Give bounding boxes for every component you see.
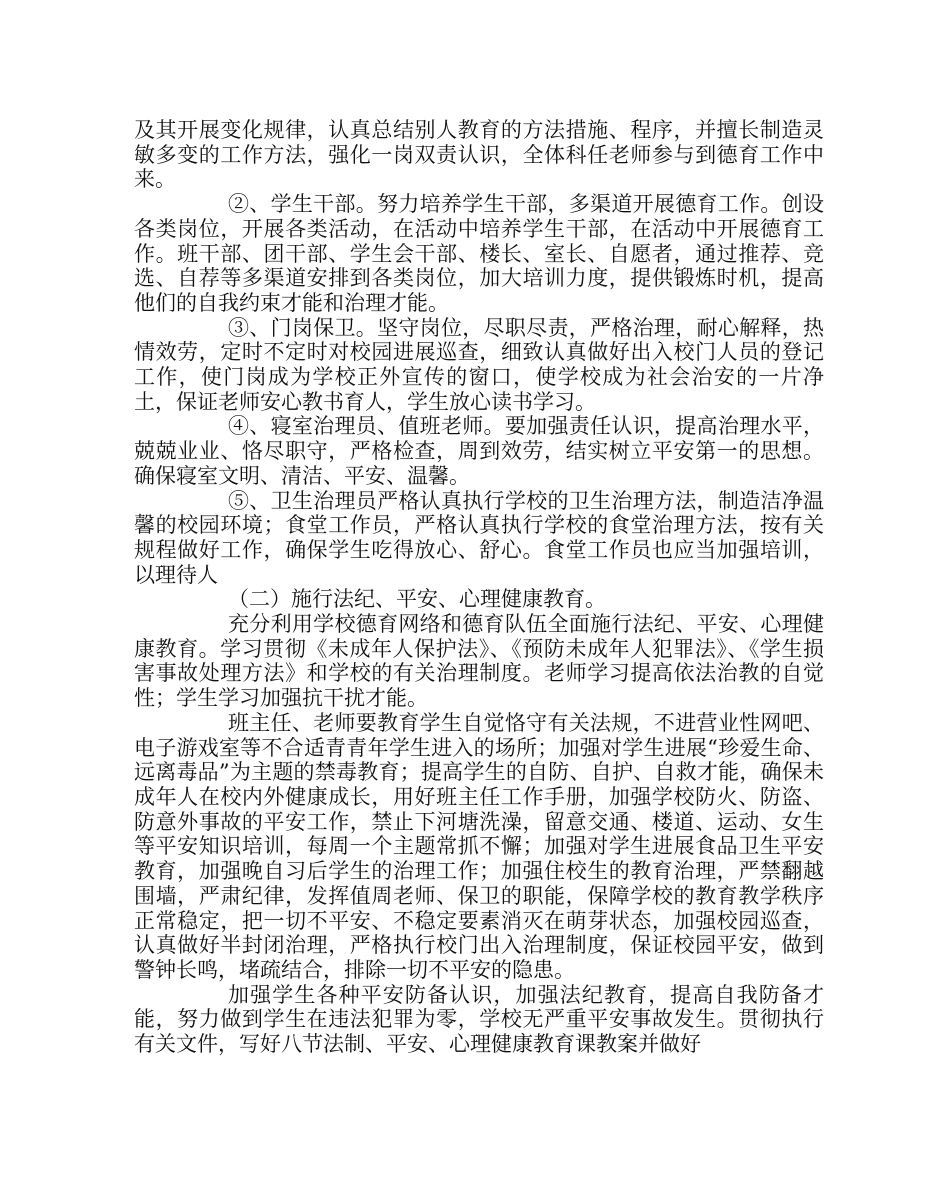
section-heading: （二）施行法纪、平安、心理健康教育。: [228, 587, 606, 612]
paragraph: 充分利用学校德育网络和德育队伍全面施行法纪、平安、心理健康教育。学习贯彻《未成年人保护法》、《预防未成年人犯罪法》、《学生损害事故处理方法》和学校的有关治理制度。老师学习提高依法治教的自觉性；学生学习加强抗干扰才能。: [134, 612, 824, 711]
paragraph: ③、门岗保卫。坚守岗位，尽职尽责，严格治理，耐心解释，热情效劳，定时不定时对校园进展巡查，细致认真做好出入校门人员的登记工作，使门岗成为学校正外宣传的窗口，使学校成为社会治安的一片净土，保证老师安心教书育人，学生放心读书学习。: [134, 315, 824, 414]
paragraph: ②、学生干部。努力培养学生干部，多渠道开展德育工作。创设各类岗位，开展各类活动，在活动中培养学生干部，在活动中开展德育工作。班干部、团干部、学生会干部、楼长、室长、自愿者，通过推荐、竞选、自荐等多渠道安排到各类岗位，加大培训力度，提供锻炼时机，提高他们的自我约束才能和治理才能。: [134, 192, 824, 315]
paragraph: ⑤、卫生治理员严格认真执行学校的卫生治理方法，制造洁净温馨的校园环境；食堂工作员，严格认真执行学校的食堂治理方法，按有关规程做好工作，确保学生吃得放心、舒心。食堂工作员也应当加强培训，以理待人: [134, 488, 824, 587]
document-body: [134, 118, 824, 1057]
paragraph: 及其开展变化规律，认真总结别人教育的方法措施、程序，并擅长制造灵敏多变的工作方法，强化一岗双责认识，全体科任老师参与到德育工作中来。: [134, 118, 824, 192]
paragraph: 班主任、老师要教育学生自觉恪守有关法规，不进营业性网吧、电子游戏室等不合适青青年学生进入的场所；加强对学生进展“珍爱生命、远离毒品”为主题的禁毒教育；提高学生的自防、自护、自救才能，确保未成年人在校内外健康成长，用好班主任工作手册，加强学校防火、防盗、防意外事故的平安工作，禁止下河塘洗澡，留意交通、楼道、运动、女生等平安知识培训，每周一个主题常抓不懈；加强对学生进展食品卫生平安教育，加强晚自习后学生的治理工作；加强住校生的教育治理，严禁翻越围墙，严肃纪律，发挥值周老师、保卫的职能，保障学校的教育教学秩序正常稳定，把一切不平安、不稳定要素消灭在萌芽状态，加强校园巡查，认真做好半封闭治理，严格执行校门出入治理制度，保证校园平安，做到警钟长鸣，堵疏结合，排除一切不平安的隐患。: [134, 710, 824, 982]
paragraph: 加强学生各种平安防备认识，加强法纪教育，提高自我防备才能，努力做到学生在违法犯罪为零，学校无严重平安事故发生。贯彻执行有关文件，写好八节法制、平安、心理健康教育课教案并做好: [134, 982, 824, 1057]
paragraph: ④、寝室治理员、值班老师。要加强责任认识，提高治理水平，兢兢业业、恪尽职守，严格检查，周到效劳，结实树立平安第一的思想。确保寝室文明、清洁、平安、温馨。: [134, 414, 824, 488]
